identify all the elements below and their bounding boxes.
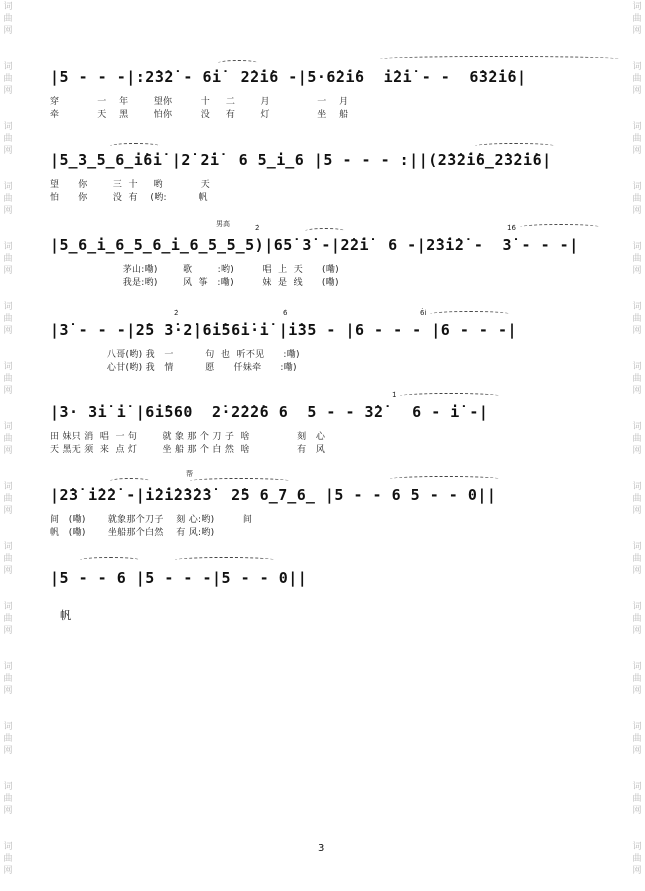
lyric-verse-2: 怕 你 没 有 (哟: 帆	[50, 193, 208, 203]
grace-note: 1̇6̇	[507, 224, 516, 232]
watermark-char: 词	[632, 782, 642, 792]
watermark-char: 曲	[632, 674, 642, 684]
watermark-char: 曲	[632, 14, 642, 24]
final-lyric: 帆	[60, 609, 71, 622]
grace-note: 2̇	[255, 224, 260, 232]
watermark-char: 曲	[632, 794, 642, 804]
watermark-char: 曲	[632, 614, 642, 624]
watermark-char: 词	[632, 122, 642, 132]
lyric-verse-1: 八哥(哟) 我 一 句 也 听不见 :嘞)	[50, 350, 300, 360]
watermark-char: 网	[632, 806, 642, 816]
watermark-char: 曲	[3, 674, 13, 684]
watermark-char: 曲	[632, 314, 642, 324]
watermark-char: 网	[3, 566, 13, 576]
watermark-char: 词	[3, 602, 13, 612]
watermark-char: 网	[3, 386, 13, 396]
watermark-char: 词	[3, 482, 13, 492]
watermark-char: 曲	[3, 794, 13, 804]
watermark-char: 词	[632, 302, 642, 312]
watermark-char: 网	[632, 446, 642, 456]
watermark-char: 曲	[632, 74, 642, 84]
watermark-char: 网	[3, 26, 13, 36]
watermark-char: 曲	[3, 194, 13, 204]
watermark-char: 网	[632, 326, 642, 336]
notation-line: |5̲3̲5̲6̲i̇6i̇ |2̇ 2̇i̇ 6 5̲i̲6 |5 - - - :||(2̇3̇2̇i̇6̲2̇3̇2̇i̇6|	[50, 151, 552, 169]
watermark-char: 网	[3, 146, 13, 156]
voice-marking: 男高	[216, 220, 230, 228]
watermark-char: 网	[632, 26, 642, 36]
watermark-char: 曲	[632, 494, 642, 504]
notation-line: |5 - - -|:2̇3̇2̇ - 6i̇ 2̇2̇i̇6 -|5·6̇2̇i̇6 i̇2̇i̇ - - 6̇3̇2̇i̇6|	[50, 68, 527, 86]
grace-note: 1̇	[392, 391, 397, 399]
watermark-char: 词	[3, 662, 13, 672]
watermark-char: 词	[3, 842, 13, 852]
watermark-char: 曲	[3, 374, 13, 384]
watermark-char: 曲	[632, 134, 642, 144]
left-watermark-column	[0, 0, 16, 891]
right-watermark-column	[629, 0, 645, 891]
page-number: 3	[318, 843, 325, 854]
watermark-char: 词	[632, 362, 642, 372]
grace-note: 6̇	[283, 309, 288, 317]
watermark-char: 词	[632, 542, 642, 552]
watermark-char: 曲	[632, 854, 642, 864]
watermark-char: 曲	[632, 374, 642, 384]
lyric-verse-1: 茅山:嘞) 歌 :哟) 唱 上 天 (嘞)	[50, 265, 339, 275]
watermark-char: 网	[3, 266, 13, 276]
watermark-char: 词	[3, 2, 13, 12]
watermark-char: 网	[632, 506, 642, 516]
watermark-char: 网	[3, 206, 13, 216]
watermark-char: 网	[3, 326, 13, 336]
watermark-char: 网	[3, 866, 13, 876]
watermark-char: 网	[3, 506, 13, 516]
lyric-verse-1: 穿 一 年 望你 十 二 月 一 月	[50, 97, 349, 107]
watermark-char: 曲	[3, 254, 13, 264]
watermark-char: 曲	[3, 614, 13, 624]
watermark-char: 网	[632, 86, 642, 96]
notation-line: |3̇ - - -|2̇5 3̇·2̇|6i̇56i̇·i̇ |i̇35 - |6 - - - |6 - - -|	[50, 321, 518, 339]
watermark-char: 网	[3, 686, 13, 696]
watermark-char: 词	[3, 302, 13, 312]
watermark-char: 词	[3, 122, 13, 132]
watermark-char: 网	[632, 746, 642, 756]
watermark-char: 曲	[632, 734, 642, 744]
watermark-char: 词	[632, 182, 642, 192]
watermark-char: 词	[632, 602, 642, 612]
watermark-char: 曲	[3, 854, 13, 864]
watermark-char: 词	[632, 242, 642, 252]
watermark-char: 曲	[3, 314, 13, 324]
watermark-char: 网	[632, 146, 642, 156]
lyric-verse-1: 望 你 三 十 哟 天	[50, 180, 211, 190]
lyric-verse-2: 帆 (嘞) 坐船那个白然 有 风:哟)	[50, 528, 215, 538]
watermark-char: 曲	[632, 194, 642, 204]
watermark-char: 曲	[632, 554, 642, 564]
lyric-verse-2: 我是:哟) 风 筝 :嘞) 妹 是 线 (嘞)	[50, 278, 339, 288]
lyric-verse-2: 心甘(哟) 我 情 愿 仟妹牵 :嘞)	[50, 363, 297, 373]
watermark-char: 网	[632, 266, 642, 276]
watermark-char: 网	[3, 446, 13, 456]
watermark-char: 网	[3, 806, 13, 816]
watermark-char: 曲	[3, 494, 13, 504]
watermark-char: 曲	[3, 554, 13, 564]
watermark-char: 网	[3, 746, 13, 756]
watermark-char: 曲	[3, 134, 13, 144]
notation-line: |3· 3i̇ i̇ |6i̇560 2̇·2̇2̇2̇6 6 5 - - 3̇2̇ 6 - i̇ -|	[50, 403, 489, 421]
watermark-char: 词	[3, 542, 13, 552]
lyric-verse-1: 田 妹只 消 唱 一 句 就 象 那 个 刀 子 啥 刻 心	[50, 432, 326, 442]
lyric-verse-2: 天 黑无 须 来 点 灯 坐 船 那 个 白 然 啥 有 风	[50, 445, 326, 455]
watermark-char: 曲	[3, 14, 13, 24]
watermark-char: 词	[3, 362, 13, 372]
watermark-char: 词	[3, 782, 13, 792]
watermark-char: 曲	[3, 734, 13, 744]
watermark-char: 词	[632, 842, 642, 852]
grace-note: 6̇i̇	[420, 309, 427, 317]
voice-marking: 帮	[186, 470, 193, 478]
watermark-char: 曲	[3, 434, 13, 444]
watermark-char: 词	[632, 722, 642, 732]
watermark-char: 网	[3, 86, 13, 96]
watermark-char: 曲	[632, 434, 642, 444]
watermark-char: 词	[3, 422, 13, 432]
watermark-char: 词	[3, 722, 13, 732]
watermark-char: 网	[632, 866, 642, 876]
watermark-char: 网	[632, 206, 642, 216]
notation-line: |2̇3̇ i̇2̇2̇ -|i̇2̇i̇2̇3̇2̇3̇ 2̇5 6̲7̲6̲ |5 - - 6 5 - - 0||	[50, 486, 497, 504]
lyric-verse-2: 牵 天 黑 怕你 没 有 灯 坐 船	[50, 110, 349, 120]
grace-note: 2̇	[174, 309, 179, 317]
notation-line: |5 - - 6 |5 - - -|5 - - 0||	[50, 569, 308, 587]
watermark-char: 词	[3, 182, 13, 192]
notation-line: |5̲6̲i̲6̲5̲6̲i̲6̲5̲5̲5)|65̇ 3̇ -|2̇2̇i̇ 6 -|2̇3̇i̇2̇ - 3̇ - - -|	[50, 236, 579, 254]
watermark-char: 网	[632, 626, 642, 636]
watermark-char: 网	[632, 386, 642, 396]
watermark-char: 词	[632, 422, 642, 432]
watermark-char: 曲	[632, 254, 642, 264]
watermark-char: 词	[632, 2, 642, 12]
watermark-char: 词	[632, 62, 642, 72]
watermark-char: 词	[3, 242, 13, 252]
watermark-char: 曲	[3, 74, 13, 84]
watermark-char: 词	[632, 662, 642, 672]
watermark-char: 词	[632, 482, 642, 492]
watermark-char: 网	[632, 686, 642, 696]
watermark-char: 词	[3, 62, 13, 72]
lyric-verse-1: 间 (嘞) 就象那个刀子 刻 心:哟) 间	[50, 515, 253, 525]
watermark-char: 网	[3, 626, 13, 636]
watermark-char: 网	[632, 566, 642, 576]
